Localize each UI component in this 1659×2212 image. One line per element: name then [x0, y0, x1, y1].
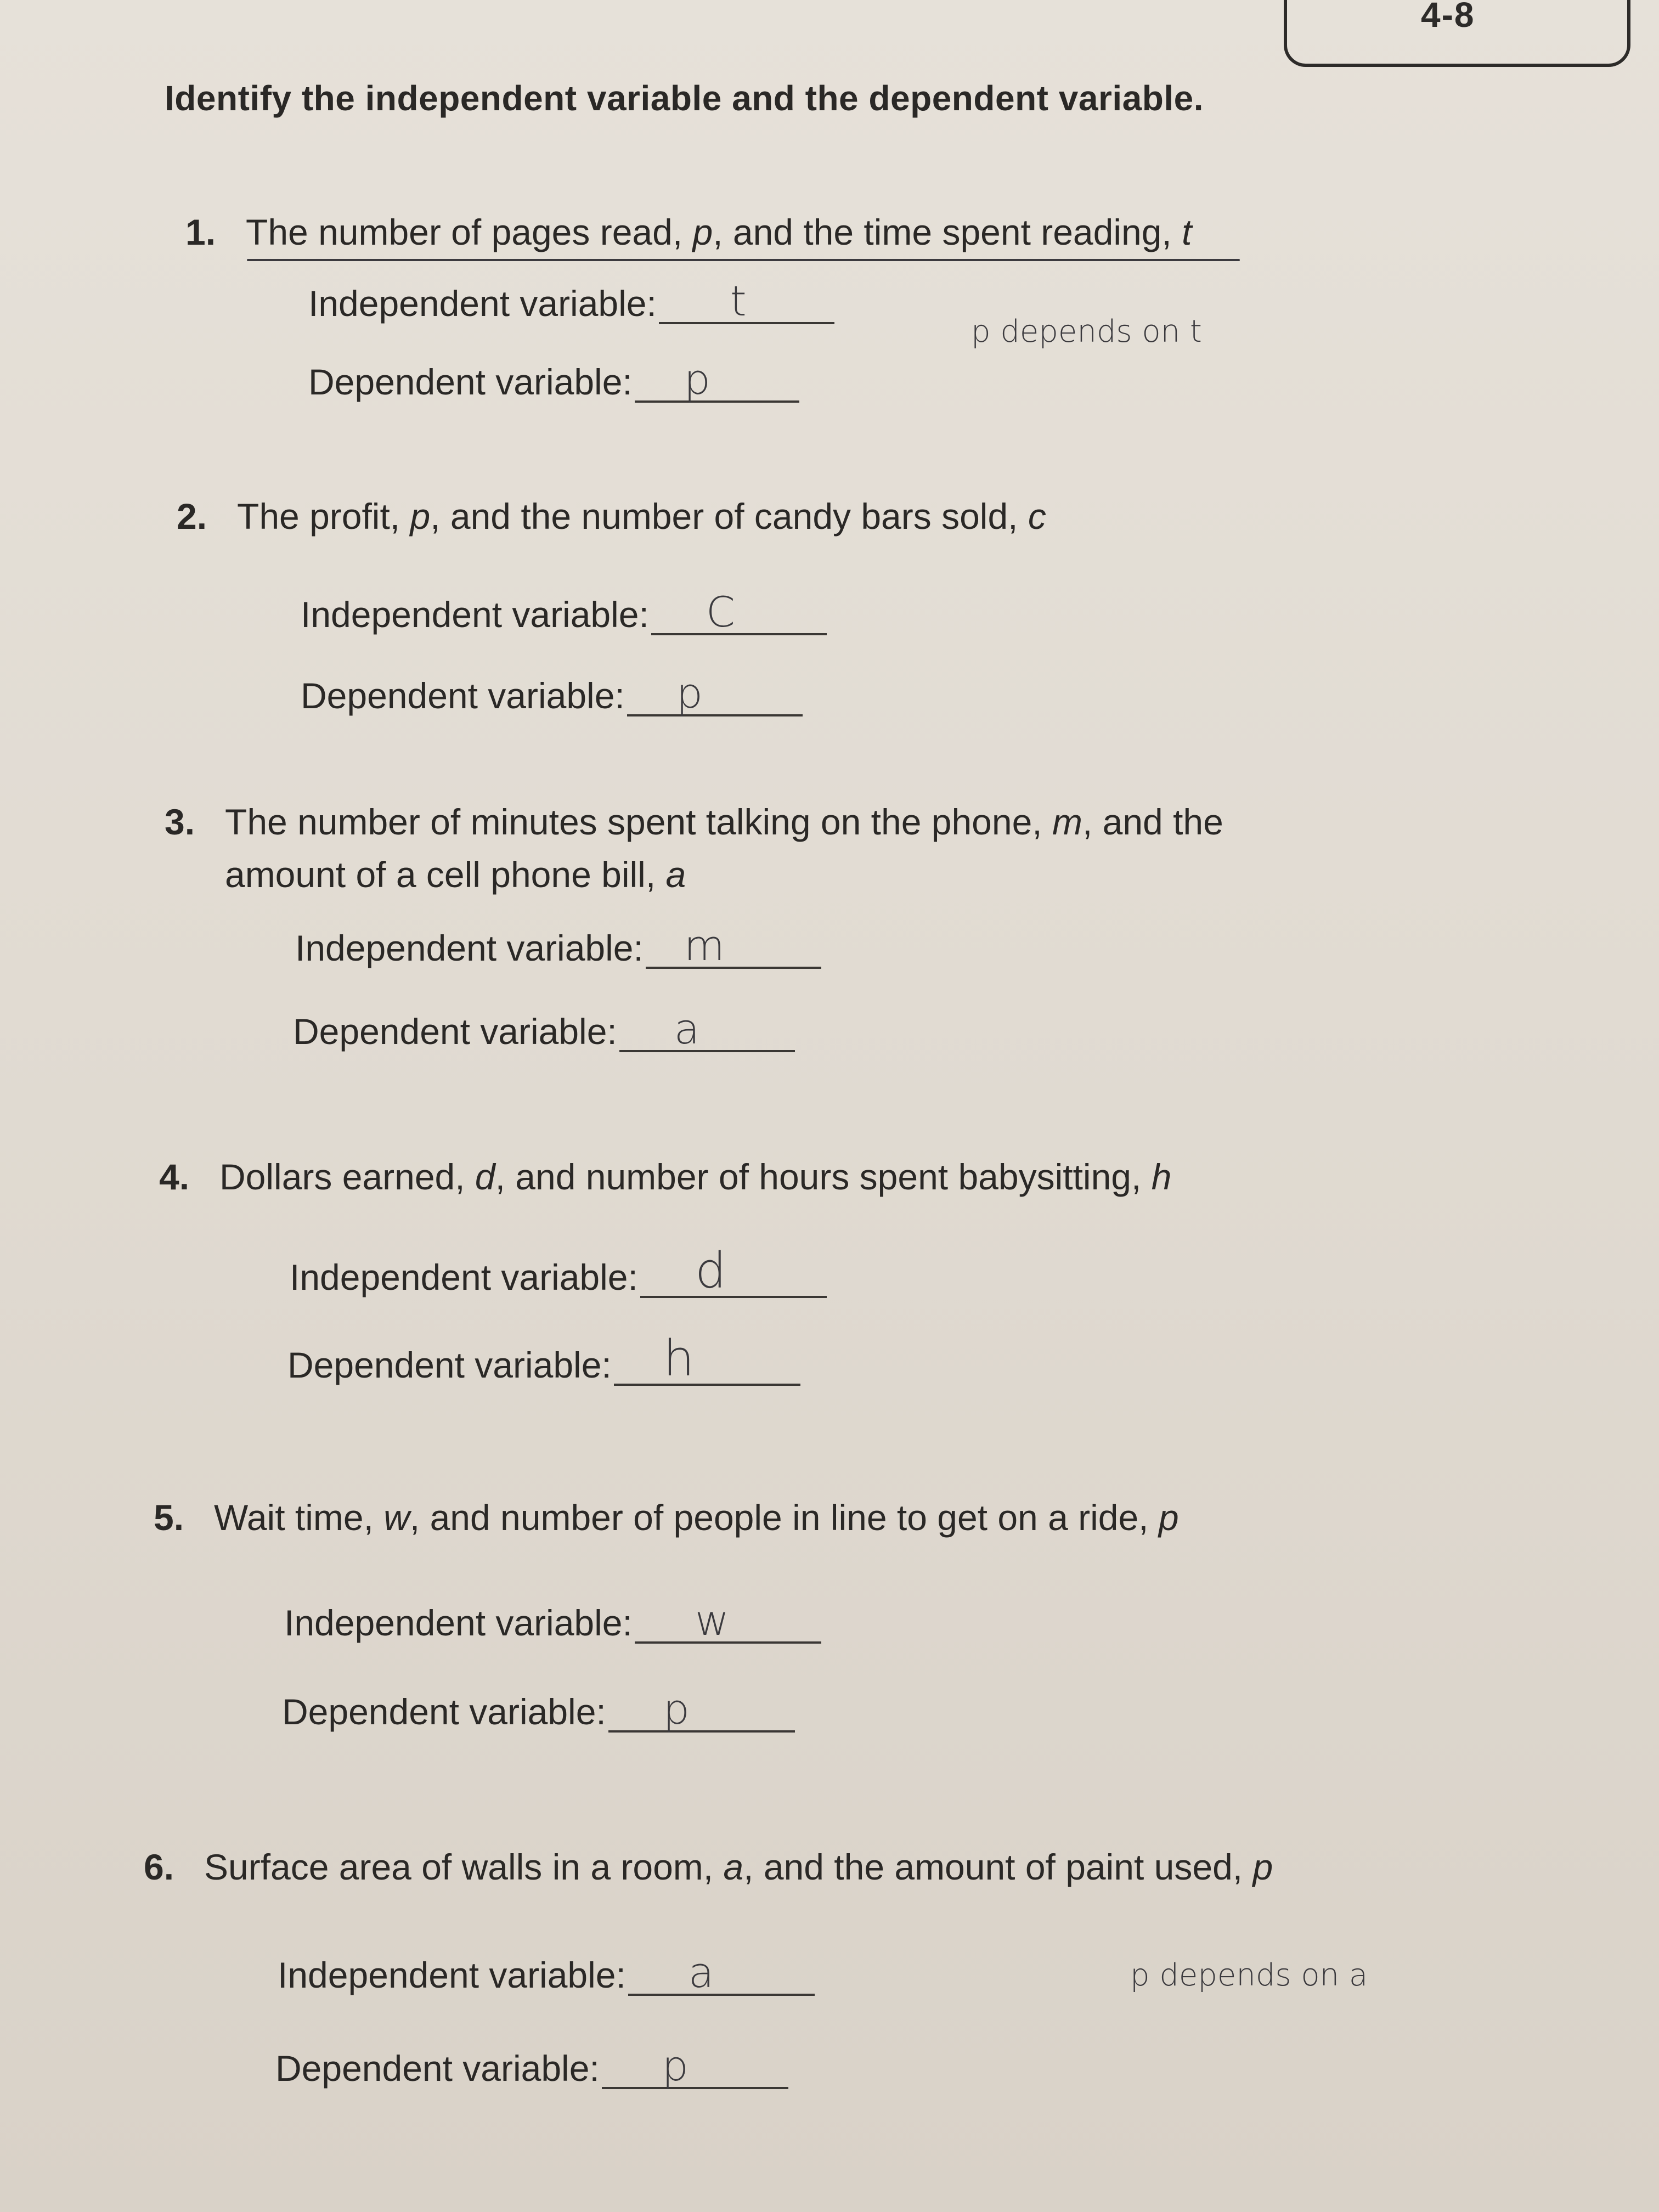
dependent-row-5 — [282, 1685, 795, 1734]
independent-row-1 — [308, 276, 834, 325]
dependent-row-3 — [293, 1005, 795, 1053]
dependent-row-6 — [275, 2041, 788, 2090]
independent-label: Independent variable: — [290, 1257, 638, 1297]
independent-answer-blank[interactable] — [635, 1596, 821, 1645]
handwritten-answer: p — [663, 1685, 690, 1734]
instructions-heading: Identify the independent variable and the dependent variable. — [165, 78, 1204, 118]
handwritten-underline — [247, 259, 1240, 261]
problem-prompt: Wait time, w, and number of people in line to get on a ride, p — [214, 1497, 1179, 1538]
handwritten-answer: a — [688, 1948, 714, 1997]
dependent-row-4 — [287, 1330, 800, 1387]
dependent-label: Dependent variable: — [287, 1345, 612, 1385]
handwritten-answer: h — [663, 1330, 695, 1387]
dependent-answer-blank[interactable] — [635, 355, 799, 404]
dependent-row-2 — [301, 669, 803, 718]
handwritten-answer: p — [662, 2041, 689, 2090]
problem-number: 6. — [144, 1847, 174, 1887]
problem-number: 5. — [154, 1497, 184, 1538]
independent-row-6 — [278, 1948, 815, 1997]
problem-6 — [144, 1841, 1273, 1893]
handwritten-note: p depends on a — [1130, 1957, 1368, 1993]
independent-row-3 — [295, 921, 821, 970]
problem-number: 2. — [177, 496, 207, 537]
dependent-answer-blank[interactable] — [608, 1685, 795, 1734]
handwritten-answer: p — [684, 355, 710, 404]
lesson-tab-label: 4-8 — [1421, 0, 1475, 35]
dependent-answer-blank[interactable] — [619, 1005, 795, 1053]
problem-prompt: Dollars earned, d, and number of hours spent babysitting, h — [219, 1156, 1172, 1197]
problem-5 — [154, 1491, 1179, 1544]
handwritten-answer: C — [706, 588, 735, 636]
independent-label: Independent variable: — [278, 1955, 626, 1995]
independent-answer-blank[interactable] — [628, 1948, 815, 1997]
dependent-answer-blank[interactable] — [627, 669, 803, 718]
problem-1 — [185, 206, 1192, 258]
problem-prompt: The profit, p, and the number of candy bars sold, c — [237, 496, 1046, 537]
handwritten-answer: d — [695, 1242, 726, 1300]
independent-row-4 — [290, 1242, 827, 1300]
dependent-label: Dependent variable: — [282, 1691, 606, 1732]
problem-prompt: Surface area of walls in a room, a, and the amount of paint used, p — [204, 1847, 1273, 1887]
dependent-label: Dependent variable: — [308, 362, 633, 402]
problem-4 — [159, 1150, 1171, 1203]
independent-label: Independent variable: — [301, 594, 649, 635]
independent-answer-blank[interactable] — [659, 276, 834, 325]
problem-number: 4. — [159, 1156, 190, 1197]
dependent-label: Dependent variable: — [301, 675, 625, 716]
independent-answer-blank[interactable] — [646, 921, 821, 970]
problem-2 — [177, 490, 1046, 543]
independent-label: Independent variable: — [308, 283, 657, 324]
problem-number: 3. — [165, 802, 195, 842]
dependent-label: Dependent variable: — [293, 1011, 617, 1052]
handwritten-answer: t — [730, 276, 747, 325]
handwritten-answer: m — [684, 921, 725, 970]
independent-label: Independent variable: — [295, 928, 644, 968]
handwritten-note: p depends on t — [971, 314, 1202, 349]
problem-prompt: The number of pages read, p, and the time spent reading, t — [246, 212, 1192, 252]
dependent-answer-blank[interactable] — [614, 1330, 800, 1387]
independent-answer-blank[interactable] — [651, 588, 827, 636]
problem-number: 1. — [185, 212, 216, 252]
problem-prompt: The number of minutes spent talking on the phone, m, and the amount of a cell phone bill, a — [225, 802, 1223, 895]
independent-answer-blank[interactable] — [640, 1242, 827, 1300]
independent-row-5 — [284, 1596, 821, 1645]
dependent-answer-blank[interactable] — [602, 2041, 788, 2090]
independent-label: Independent variable: — [284, 1602, 633, 1643]
handwritten-answer: a — [674, 1005, 700, 1053]
dependent-label: Dependent variable: — [275, 2048, 600, 2089]
dependent-row-1 — [308, 355, 799, 404]
problem-3 — [165, 795, 1223, 901]
handwritten-answer: p — [676, 669, 703, 718]
handwritten-answer: w — [695, 1596, 730, 1645]
independent-row-2 — [301, 588, 827, 636]
